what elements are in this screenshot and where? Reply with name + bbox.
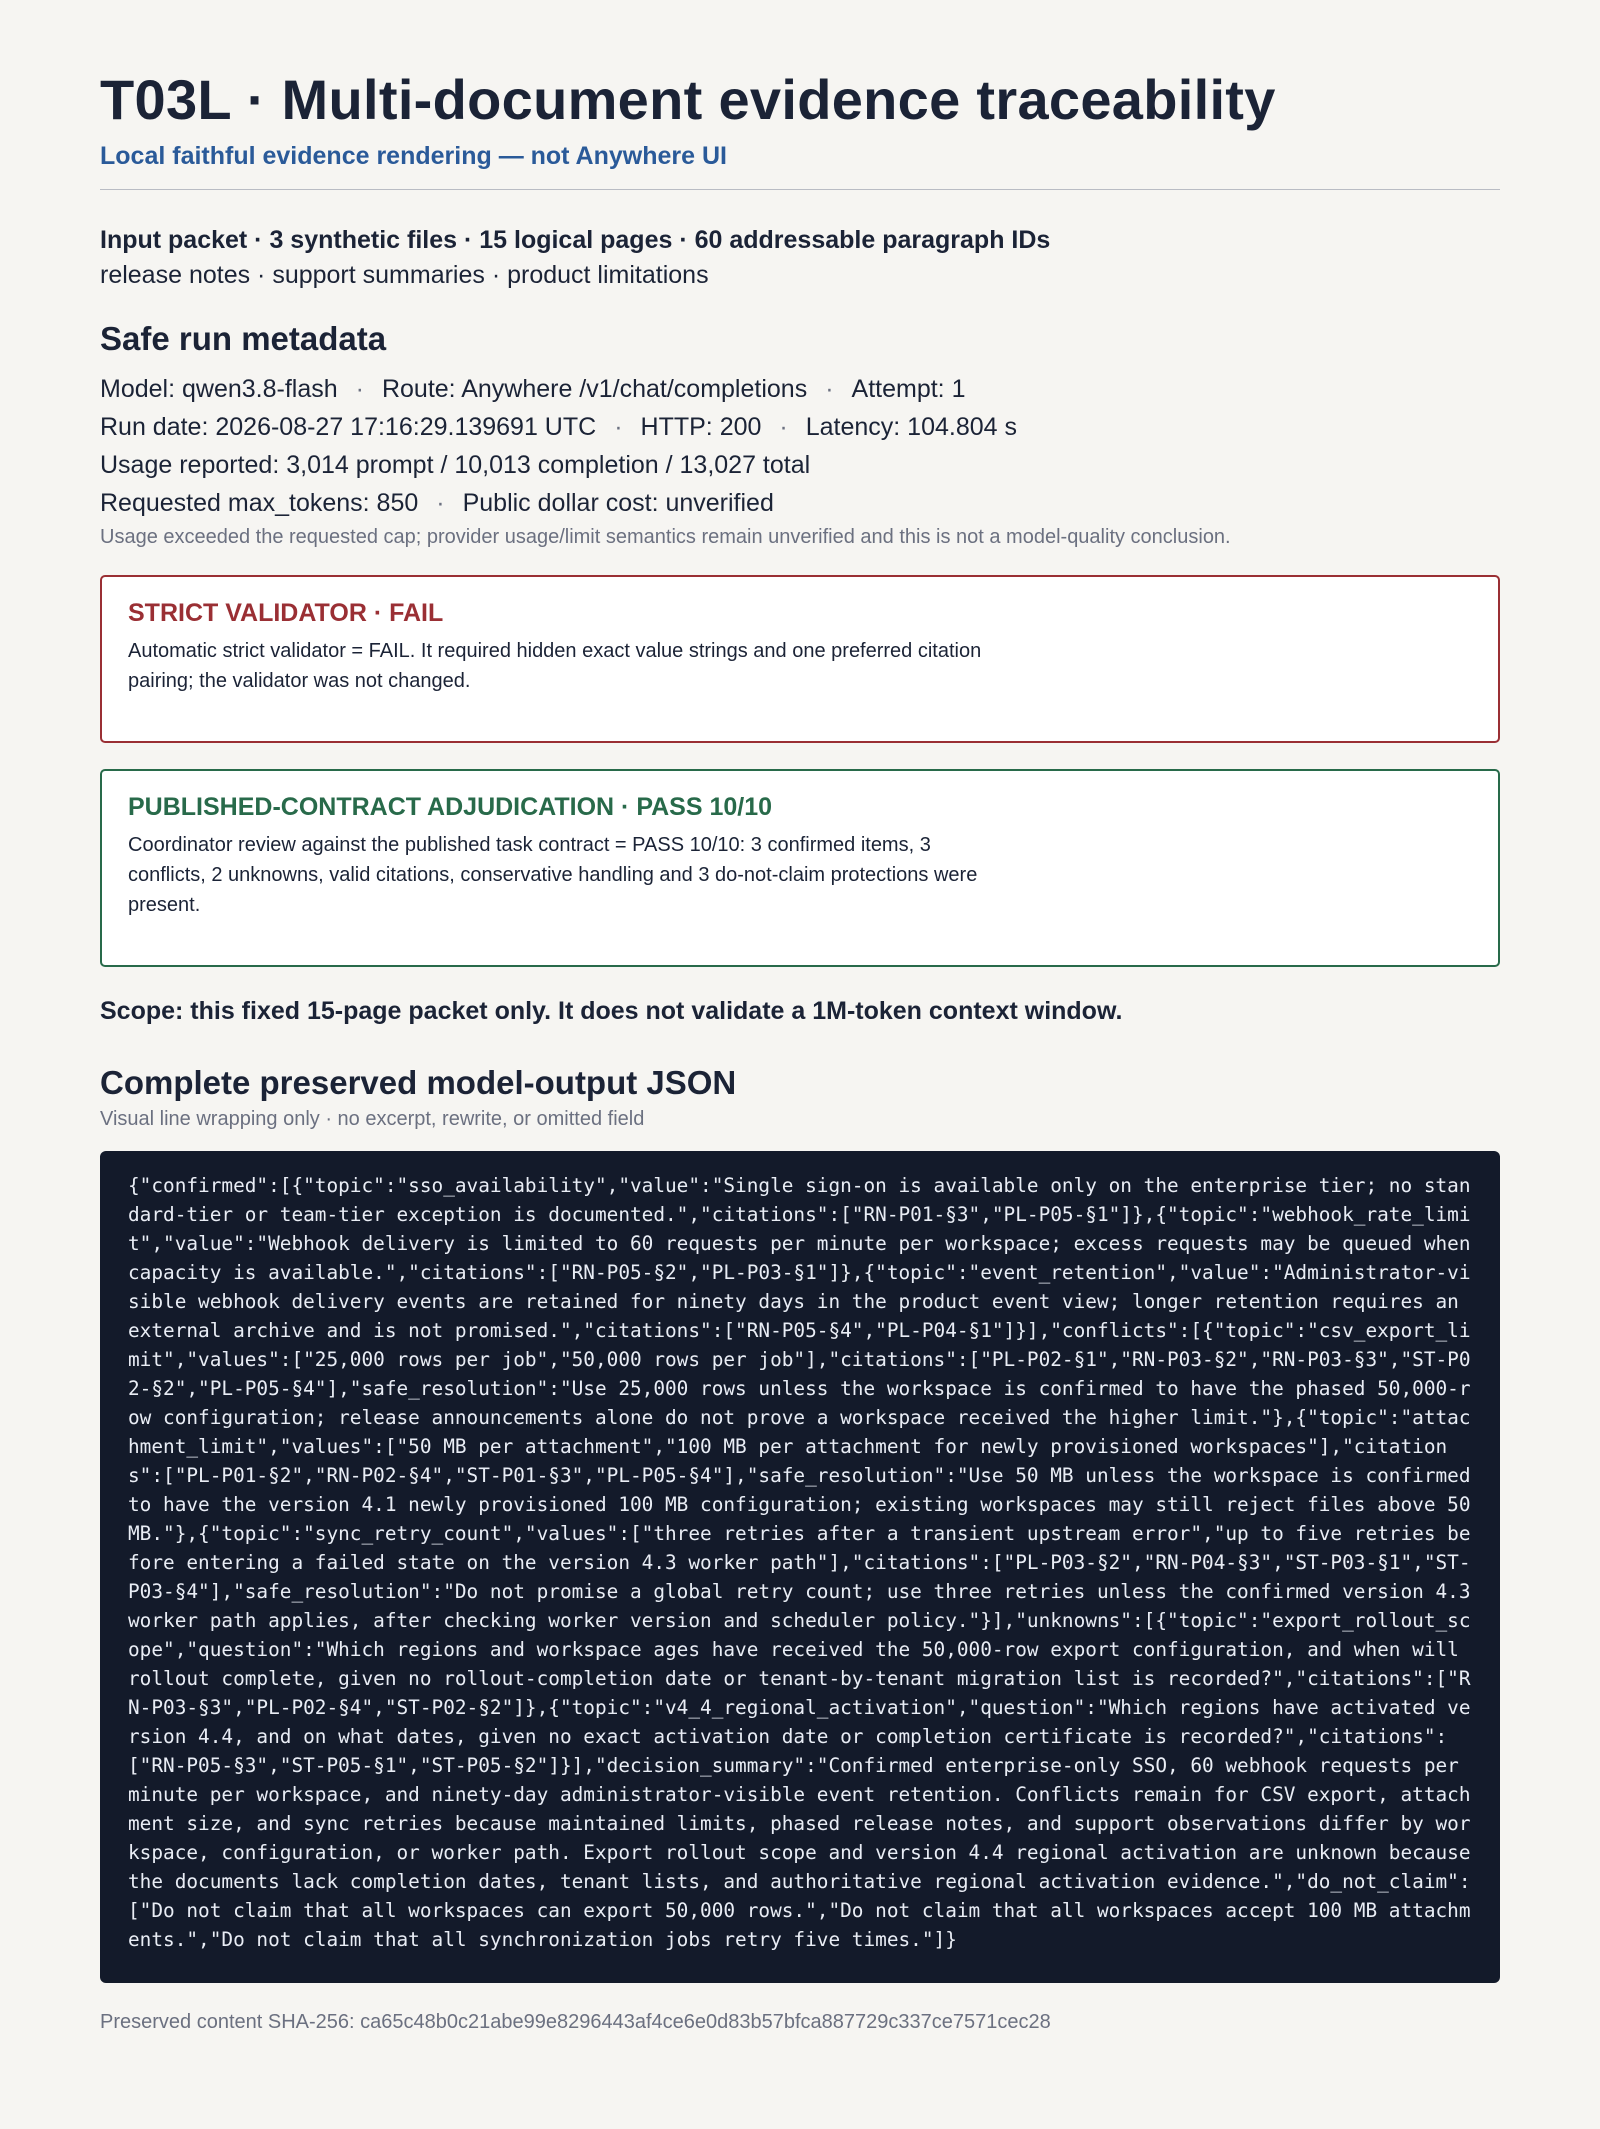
adjudication-body: Coordinator review against the published task contract = PASS 10/10: 3 confirmed items, 3 conflicts, 2 unknowns, valid citations, conservative handling and 3 do-not-claim protections were present.	[128, 834, 978, 916]
metadata-row-run	[100, 408, 1500, 446]
scope-statement: Scope: this fixed 15-page packet only. It does not validate a 1M-token context window.	[100, 997, 1123, 1025]
metadata-row-tokens	[100, 484, 1500, 522]
model-output-json-block: {"confirmed":[{"topic":"sso_availability","value":"Single sign-on is available only on the enterprise tier; no standard-tier or team-tier exception is documented.","citations":["RN-P01-§3","PL-P05-§1"]},{"topic":"webhook_rate_limit","value":"Webhook delivery is limited to 60 requests per minute per workspace; excess requests may be queued when capacity is available.","citations":["RN-P05-§2","PL-P03-§1"]},{"topic":"event_retention","value":"Administrator-visible webhook delivery events are retained for ninety days in the product event view; longer retention requires an external archive and is not promised.","citations":["RN-P05-§4","PL-P04-§1"]}],"conflicts":[{"topic":"csv_export_limit","values":["25,000 rows per job","50,000 rows per job"],"citations":["PL-P02-§1","RN-P03-§2","RN-P03-§3","ST-P02-§2","PL-P05-§4"],"safe_resolution":"Use 25,000 rows unless the workspace is confirmed to have the phased 50,000-row configuration; release announcements alone do not prove a workspace received the higher limit."},{"topic":"attachment_limit","values":["50 MB per attachment","100 MB per attachment for newly provisioned workspaces"],"citations":["PL-P01-§2","RN-P02-§4","ST-P01-§3","PL-P05-§4"],"safe_resolution":"Use 50 MB unless the workspace is confirmed to have the version 4.1 newly provisioned 100 MB configuration; existing workspaces may still reject files above 50 MB."},{"topic":"sync_retry_count","values":["three retries after a transient upstream error","up to five retries before entering a failed state on the version 4.3 worker path"],"citations":["PL-P03-§2","RN-P04-§3","ST-P03-§1","ST-P03-§4"],"safe_resolution":"Do not promise a global retry count; use three retries unless the confirmed version 4.3 worker path applies, after checking worker version and scheduler policy."}],"unknowns":[{"topic":"export_rollout_scope","question":"Which regions and workspace ages have received the 50,000-row export configuration, and when will rollout complete, given no rollout-completion date or tenant-by-tenant migration list is recorded?","citations":["RN-P03-§3","PL-P02-§4","ST-P02-§2"]},{"topic":"v4_4_regional_activation","question":"Which regions have activated version 4.4, and on what dates, given no exact activation date or completion certificate is recorded?","citations":["RN-P05-§3","ST-P05-§1","ST-P05-§2"]}],"decision_summary":"Confirmed enterprise-only SSO, 60 webhook requests per minute per workspace, and ninety-day administrator-visible event retention. Conflicts remain for CSV export, attachment size, and sync retries because maintained limits, phased release notes, and support observations differ by workspace, configuration, or worker path. Export rollout scope and version 4.4 regional activation are unknown because the documents lack completion dates, tenant lists, and authoritative regional activation evidence.","do_not_claim":["Do not claim that all workspaces can export 50,000 rows.","Do not claim that all workspaces accept 100 MB attachments.","Do not claim that all synchronization jobs retry five times."]}	[100, 1151, 1500, 1983]
metadata-block	[100, 370, 1500, 549]
http-value: HTTP: 200	[640, 413, 762, 441]
max-tokens-value: Requested max_tokens: 850	[100, 489, 419, 517]
header-divider	[100, 189, 1500, 190]
separator: ·	[779, 413, 788, 441]
output-subheading: Visual line wrapping only · no excerpt, rewrite, or omitted field	[100, 1108, 645, 1130]
usage-value: Usage reported: 3,014 prompt / 10,013 completion / 13,027 total	[100, 451, 811, 479]
page-subtitle: Local faithful evidence rendering — not Anywhere UI	[100, 142, 727, 170]
attempt-value: Attempt: 1	[851, 375, 966, 403]
output-heading: Complete preserved model-output JSON	[100, 1064, 737, 1101]
route-value: Route: Anywhere /v1/chat/completions	[381, 375, 808, 403]
run-date-value: Run date: 2026-08-27 17:16:29.139691 UTC	[100, 413, 597, 441]
page-title: T03L · Multi-document evidence traceability	[100, 68, 1276, 131]
packet-contents: release notes · support summaries · product limitations	[100, 261, 709, 289]
separator: ·	[614, 413, 623, 441]
metadata-note: Usage exceeded the requested cap; provider usage/limit semantics remain unverified and this is not a model-quality conclusion.	[100, 526, 1231, 548]
adjudication-title: PUBLISHED-CONTRACT ADJUDICATION · PASS 10/10	[128, 793, 773, 821]
strict-validator-body: Automatic strict validator = FAIL. It required hidden exact value strings and one preferred citation pairing; the validator was not changed.	[128, 640, 982, 692]
latency-value: Latency: 104.804 s	[805, 413, 1018, 441]
packet-summary: Input packet · 3 synthetic files · 15 logical pages · 60 addressable paragraph IDs	[100, 226, 1051, 254]
separator: ·	[355, 375, 364, 403]
separator: ·	[825, 375, 834, 403]
adjudication-card	[100, 769, 1500, 967]
separator: ·	[436, 489, 445, 517]
model-value: Model: qwen3.8-flash	[100, 375, 338, 403]
cost-value: Public dollar cost: unverified	[462, 489, 774, 517]
strict-validator-title: STRICT VALIDATOR · FAIL	[128, 599, 444, 627]
strict-validator-card	[100, 575, 1500, 743]
metadata-row-usage	[100, 446, 1500, 484]
metadata-row-model	[100, 370, 1500, 408]
content-sha: Preserved content SHA-256: ca65c48b0c21abe99e8296443af4ce6e0d83b57bfca887729c337ce7571cec28	[100, 2011, 1051, 2033]
metadata-heading: Safe run metadata	[100, 320, 387, 357]
